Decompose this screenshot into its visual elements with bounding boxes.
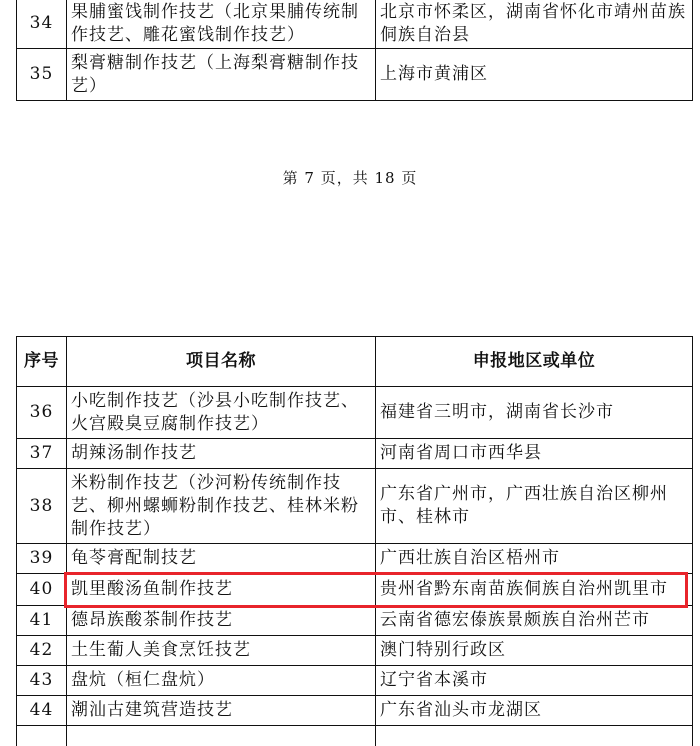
top-table (16, 0, 693, 101)
header-number: 序号 (17, 337, 67, 387)
project-name: 龟苓膏配制技艺 (67, 544, 376, 574)
row-number: 43 (17, 666, 67, 696)
project-name: 土生葡人美食烹饪技艺 (67, 636, 376, 666)
region: 北京市怀柔区，湖南省怀化市靖州苗族侗族自治县 (376, 0, 693, 49)
row-number: 34 (17, 0, 67, 49)
row-number: 37 (17, 439, 67, 469)
main-table (16, 336, 693, 746)
region: 河南省周口市西华县 (376, 439, 693, 469)
table-row (17, 636, 693, 666)
header-region: 申报地区或单位 (376, 337, 693, 387)
row-number: 44 (17, 696, 67, 726)
header-project-name: 项目名称 (67, 337, 376, 387)
region: 云南省德宏傣族景颇族自治州芒市 (376, 606, 693, 636)
table-row (17, 49, 693, 101)
project-name: 盘炕（桓仁盘炕） (67, 666, 376, 696)
row-number: 39 (17, 544, 67, 574)
project-name: 果脯蜜饯制作技艺（北京果脯传统制作技艺、雕花蜜饯制作技艺） (67, 0, 376, 49)
region: 澳门特别行政区 (376, 636, 693, 666)
page-number-footer: 第 7 页，共 18 页 (282, 169, 418, 187)
table-row (17, 606, 693, 636)
table-row (17, 544, 693, 574)
region: 上海市黄浦区 (376, 49, 693, 101)
table-row (17, 469, 693, 544)
region: 广东省广州市，广西壮族自治区柳州市、桂林市 (376, 469, 693, 544)
row-number: 40 (17, 574, 67, 606)
highlight-box (64, 572, 688, 608)
row-number: 42 (17, 636, 67, 666)
project-name: 小吃制作技艺（沙县小吃制作技艺、火宫殿臭豆腐制作技艺） (67, 387, 376, 439)
region: 广西壮族自治区梧州市 (376, 544, 693, 574)
table-row (17, 439, 693, 469)
region: 广东省汕头市龙湖区 (376, 696, 693, 726)
table-row (17, 387, 693, 439)
project-name: 胡辣汤制作技艺 (67, 439, 376, 469)
region: 贵州省黔东南苗族侗族自治州凯里市 (376, 574, 693, 606)
region: 辽宁省本溪市 (376, 666, 693, 696)
project-name: 潮汕古建筑营造技艺 (67, 696, 376, 726)
project-name: 梨膏糖制作技艺（上海梨膏糖制作技艺） (67, 49, 376, 101)
row-number: 36 (17, 387, 67, 439)
table-row (17, 666, 693, 696)
table-row (17, 0, 693, 49)
table-row (17, 696, 693, 726)
row-number: 41 (17, 606, 67, 636)
row-number: 35 (17, 49, 67, 101)
row-number: 38 (17, 469, 67, 544)
header-row (17, 337, 693, 387)
project-name: 米粉制作技艺（沙河粉传统制作技艺、柳州螺蛳粉制作技艺、桂林米粉制作技艺） (67, 469, 376, 544)
region: 福建省三明市，湖南省长沙市 (376, 387, 693, 439)
project-name: 凯里酸汤鱼制作技艺 (67, 574, 376, 606)
project-name: 德昂族酸茶制作技艺 (67, 606, 376, 636)
